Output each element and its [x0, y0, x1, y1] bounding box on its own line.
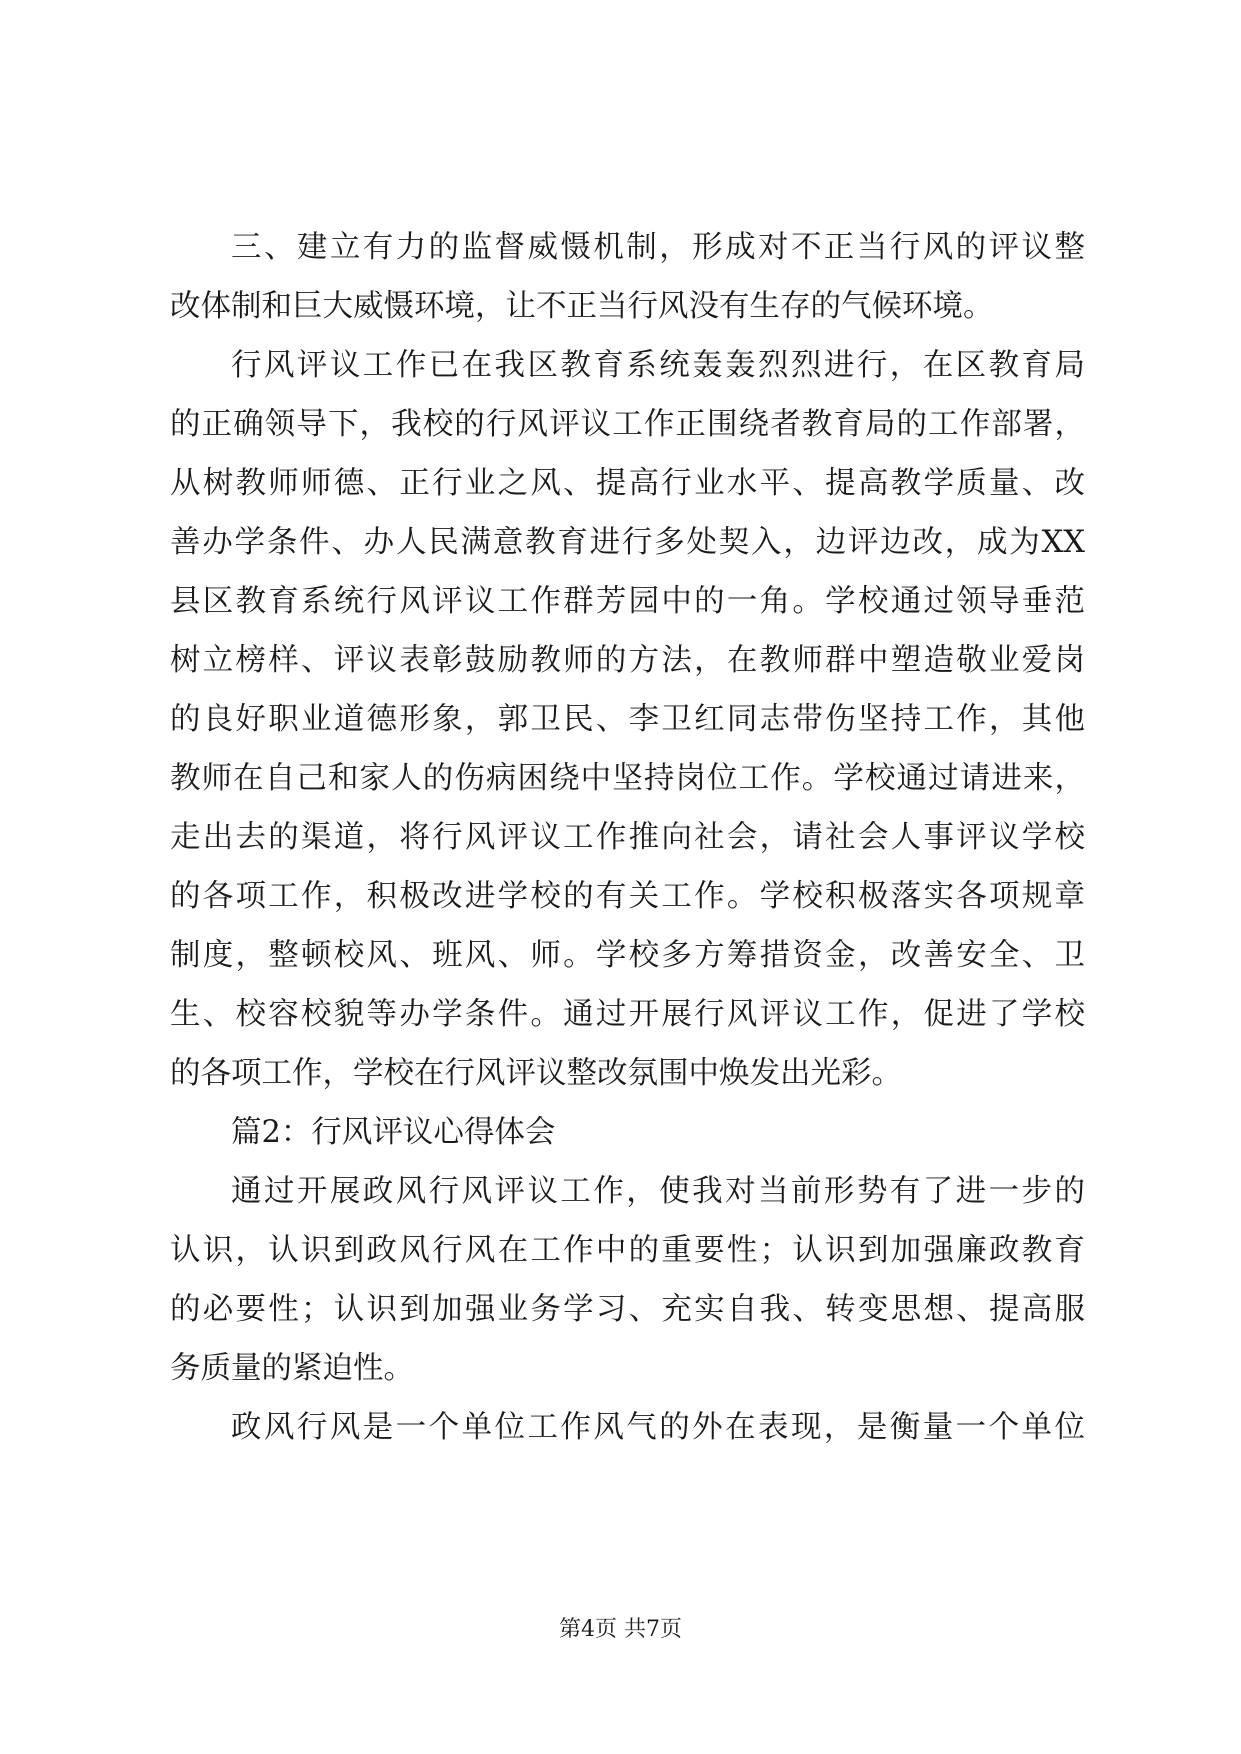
text-line: 三、建立有力的监督威慑机制，形成对不正当行风的评议整 [231, 230, 1085, 265]
text-line: 政风行风是一个单位工作风气的外在表现，是衡量一个单位 [231, 1410, 1085, 1445]
text-line: 制度，整顿校风、班风、师。学校多方筹措资金，改善安全、卫 [170, 938, 1085, 973]
text-line: 的各项工作，学校在行风评议整改氛围中焕发出光彩。 [170, 1056, 902, 1091]
text-line: 教师在自己和家人的伤病困绕中坚持岗位工作。学校通过请进来， [170, 761, 1085, 796]
text-line: 走出去的渠道，将行风评议工作推向社会，请社会人事评议学校 [170, 820, 1085, 855]
text-line: 从树教师师德、正行业之风、提高行业水平、提高教学质量、改 [170, 466, 1085, 501]
text-line: 的良好职业道德形象，郭卫民、李卫红同志带伤坚持工作，其他 [170, 702, 1085, 737]
text-line: 通过开展政风行风评议工作，使我对当前形势有了进一步的 [231, 1174, 1085, 1209]
text-line: 改体制和巨大威慑环境，让不正当行风没有生存的气候环境。 [170, 289, 994, 324]
text-line: 的正确领导下，我校的行风评议工作正围绕者教育局的工作部署， [170, 407, 1085, 442]
text-line: 行风评议工作已在我区教育系统轰轰烈烈进行，在区教育局 [231, 348, 1085, 383]
text-line: 的各项工作，积极改进学校的有关工作。学校积极落实各项规章 [170, 879, 1085, 914]
text-line: 务质量的紧迫性。 [170, 1351, 414, 1386]
section-heading: 篇2：行风评议心得体会 [231, 1115, 556, 1150]
text-line: 树立榜样、评议表彰鼓励教师的方法，在教师群中塑造敬业爱岗 [170, 643, 1085, 678]
text-line: 善办学条件、办人民满意教育进行多处契入，边评边改，成为XX [170, 525, 1085, 560]
text-line: 的必要性；认识到加强业务学习、充实自我、转变思想、提高服 [170, 1292, 1085, 1327]
page-number-footer: 第4页 共7页 [559, 1617, 682, 1642]
text-line: 县区教育系统行风评议工作群芳园中的一角。学校通过领导垂范 [170, 584, 1085, 619]
text-line: 生、校容校貌等办学条件。通过开展行风评议工作，促进了学校 [170, 997, 1085, 1032]
text-line: 认识，认识到政风行风在工作中的重要性；认识到加强廉政教育 [170, 1233, 1085, 1268]
